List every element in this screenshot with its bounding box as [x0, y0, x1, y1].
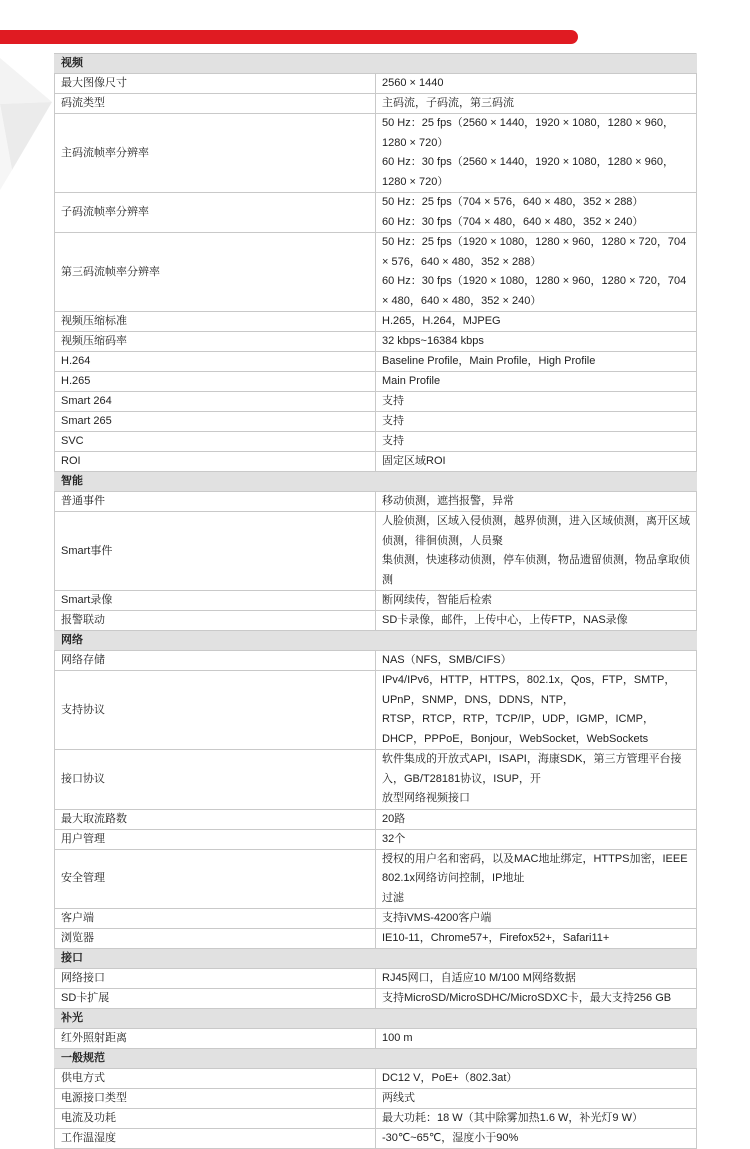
- spec-row: [55, 829, 697, 849]
- spec-row: [55, 1089, 697, 1109]
- spec-key: 子码流帧率分辨率: [55, 193, 376, 233]
- spec-value: 两线式: [376, 1089, 697, 1109]
- spec-value: -30℃~65℃，湿度小于90%: [376, 1129, 697, 1149]
- spec-key: 电流及功耗: [55, 1109, 376, 1129]
- spec-row: [55, 312, 697, 332]
- spec-key: Smart录像: [55, 591, 376, 611]
- spec-value-line: 50 Hz：25 fps（704 × 576，640 × 480，352 × 288）: [382, 196, 644, 208]
- spec-row: [55, 94, 697, 114]
- section-header: [55, 631, 697, 651]
- spec-value: 32 kbps~16384 kbps: [376, 332, 697, 352]
- spec-key: 浏览器: [55, 929, 376, 949]
- spec-key: 客户端: [55, 909, 376, 929]
- spec-row: [55, 591, 697, 611]
- spec-key: 安全管理: [55, 849, 376, 909]
- spec-key: Smart 264: [55, 392, 376, 412]
- spec-key: 最大取流路数: [55, 809, 376, 829]
- spec-value: NAS（NFS，SMB/CIFS）: [376, 651, 697, 671]
- spec-row: [55, 1109, 697, 1129]
- spec-key: 接口协议: [55, 750, 376, 810]
- spec-key: 红外照射距离: [55, 1029, 376, 1049]
- spec-row: [55, 432, 697, 452]
- spec-key: 视频压缩码率: [55, 332, 376, 352]
- spec-key: 网络接口: [55, 969, 376, 989]
- spec-row: [55, 412, 697, 432]
- spec-row: [55, 1069, 697, 1089]
- spec-value: 20路: [376, 809, 697, 829]
- spec-row: [55, 512, 697, 591]
- spec-value: [376, 193, 697, 233]
- spec-table: [54, 53, 697, 1149]
- spec-row: [55, 1129, 697, 1149]
- spec-key: 电源接口类型: [55, 1089, 376, 1109]
- spec-key: 工作温湿度: [55, 1129, 376, 1149]
- spec-key: SVC: [55, 432, 376, 452]
- spec-key: 供电方式: [55, 1069, 376, 1089]
- spec-value: IE10-11，Chrome57+，Firefox52+，Safari11+: [376, 929, 697, 949]
- spec-value: 移动侦测，遮挡报警，异常: [376, 492, 697, 512]
- spec-key: 最大图像尺寸: [55, 74, 376, 94]
- spec-row: [55, 929, 697, 949]
- spec-value-line: 50 Hz：25 fps（2560 × 1440，1920 × 1080，1280 × 960，1280 × 720）: [382, 117, 675, 149]
- spec-value: RJ45网口，自适应10 M/100 M网络数据: [376, 969, 697, 989]
- spec-value: 100 m: [376, 1029, 697, 1049]
- header-accent-bar: [0, 30, 578, 44]
- spec-key: 用户管理: [55, 829, 376, 849]
- spec-value-line: 60 Hz：30 fps（2560 × 1440，1920 × 1080，1280 × 960，1280 × 720）: [382, 156, 675, 188]
- section-title: 一般规范: [55, 1049, 697, 1069]
- decorative-triangles: [0, 40, 60, 200]
- spec-value: 2560 × 1440: [376, 74, 697, 94]
- spec-value: 支持MicroSD/MicroSDHC/MicroSDXC卡，最大支持256 GB: [376, 989, 697, 1009]
- spec-value-line: 50 Hz：25 fps（1920 × 1080，1280 × 960，1280 × 720，704 × 576，640 × 480，352 × 288）: [382, 236, 687, 268]
- spec-value: 最大功耗：18 W（其中除雾加热1.6 W，补光灯9 W）: [376, 1109, 697, 1129]
- section-title: 智能: [55, 472, 697, 492]
- spec-value-line: 60 Hz：30 fps（1920 × 1080，1280 × 960，1280 × 720，704 × 480，640 × 480，352 × 240）: [382, 275, 687, 307]
- spec-value-line: 过滤: [382, 891, 404, 904]
- spec-key: H.264: [55, 352, 376, 372]
- spec-row: [55, 671, 697, 750]
- spec-value-line: IPv4/IPv6，HTTP，HTTPS，802.1x，Qos，FTP，SMTP，UPnP，SNMP，DNS，DDNS，NTP，: [382, 674, 676, 706]
- spec-row: [55, 969, 697, 989]
- spec-value: [376, 671, 697, 750]
- spec-value-line: 软件集成的开放式API，ISAPI，海康SDK，第三方管理平台接入，GB/T28181协议，ISUP，开: [382, 753, 682, 785]
- section-title: 视频: [55, 54, 697, 74]
- spec-value: [376, 750, 697, 810]
- spec-row: [55, 193, 697, 233]
- spec-value: 支持iVMS-4200客户端: [376, 909, 697, 929]
- section-header: [55, 1049, 697, 1069]
- spec-row: [55, 750, 697, 810]
- spec-key: H.265: [55, 372, 376, 392]
- section-header: [55, 949, 697, 969]
- spec-value: 支持: [376, 392, 697, 412]
- spec-key: 报警联动: [55, 611, 376, 631]
- spec-row: [55, 452, 697, 472]
- spec-value-line: 集侦测，快速移动侦测，停车侦测，物品遗留侦测，物品拿取侦测: [382, 554, 690, 586]
- spec-key: 普通事件: [55, 492, 376, 512]
- spec-row: [55, 392, 697, 412]
- spec-value-line: 授权的用户名和密码，以及MAC地址绑定，HTTPS加密，IEEE 802.1x网络访问控制，IP地址: [382, 852, 688, 884]
- spec-key: ROI: [55, 452, 376, 472]
- spec-value: 支持: [376, 432, 697, 452]
- spec-key: SD卡扩展: [55, 989, 376, 1009]
- spec-row: [55, 909, 697, 929]
- spec-key: 网络存储: [55, 651, 376, 671]
- spec-value: 固定区域ROI: [376, 452, 697, 472]
- spec-row: [55, 332, 697, 352]
- section-title: 接口: [55, 949, 697, 969]
- spec-key: 码流类型: [55, 94, 376, 114]
- spec-row: [55, 651, 697, 671]
- section-header: [55, 472, 697, 492]
- spec-key: 主码流帧率分辨率: [55, 114, 376, 193]
- spec-key: Smart事件: [55, 512, 376, 591]
- spec-value: [376, 114, 697, 193]
- spec-key: 第三码流帧率分辨率: [55, 233, 376, 312]
- spec-row: [55, 492, 697, 512]
- section-title: 网络: [55, 631, 697, 651]
- spec-value-line: 人脸侦测，区域入侵侦测，越界侦测，进入区域侦测，离开区域侦测，徘徊侦测，人员聚: [382, 515, 690, 547]
- spec-key: 支持协议: [55, 671, 376, 750]
- spec-value: DC12 V，PoE+（802.3at）: [376, 1069, 697, 1089]
- spec-key: 视频压缩标准: [55, 312, 376, 332]
- spec-row: [55, 1029, 697, 1049]
- spec-row: [55, 372, 697, 392]
- spec-value-line: 60 Hz：30 fps（704 × 480，640 × 480，352 × 240）: [382, 215, 644, 228]
- section-header: [55, 1009, 697, 1029]
- spec-row: [55, 611, 697, 631]
- spec-value: SD卡录像，邮件，上传中心，上传FTP，NAS录像: [376, 611, 697, 631]
- spec-value: Main Profile: [376, 372, 697, 392]
- spec-value: 32个: [376, 829, 697, 849]
- spec-value: [376, 233, 697, 312]
- spec-value-line: 放型网络视频接口: [382, 792, 470, 804]
- spec-value: 断网续传，智能后检索: [376, 591, 697, 611]
- spec-row: [55, 352, 697, 372]
- spec-value: 支持: [376, 412, 697, 432]
- spec-value: [376, 512, 697, 591]
- section-header: [55, 54, 697, 74]
- spec-row: [55, 849, 697, 909]
- spec-row: [55, 74, 697, 94]
- section-title: 补光: [55, 1009, 697, 1029]
- spec-value: Baseline Profile，Main Profile，High Profile: [376, 352, 697, 372]
- spec-value: [376, 849, 697, 909]
- spec-value-line: RTSP，RTCP，RTP，TCP/IP，UDP，IGMP，ICMP，DHCP，PPPoE，Bonjour，WebSocket，WebSockets: [382, 713, 654, 745]
- spec-row: [55, 114, 697, 193]
- spec-row: [55, 233, 697, 312]
- spec-value: H.265，H.264，MJPEG: [376, 312, 697, 332]
- spec-row: [55, 809, 697, 829]
- spec-key: Smart 265: [55, 412, 376, 432]
- spec-value: 主码流，子码流，第三码流: [376, 94, 697, 114]
- spec-row: [55, 989, 697, 1009]
